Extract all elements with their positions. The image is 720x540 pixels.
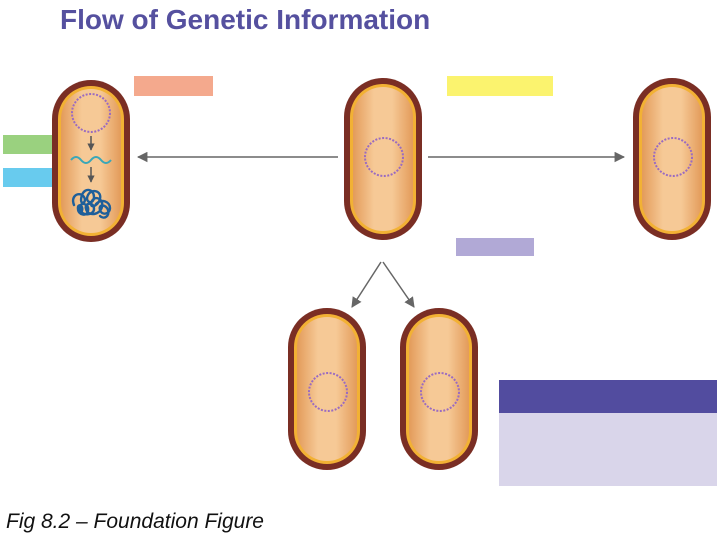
info-panel-body [499,413,717,486]
cell-daughter-left [288,308,366,470]
cell-center [344,78,422,240]
cell-right [633,78,711,240]
label-box-salmon [134,76,213,96]
cell-expression [52,80,130,242]
arrow-division-right [383,262,414,307]
figure-caption: Fig 8.2 – Foundation Figure [6,510,264,533]
info-panel-header [499,380,717,413]
label-box-lavender [456,238,534,256]
label-box-yellow [447,76,553,96]
arrow-division-left [352,262,381,307]
cell-daughter-right [400,308,478,470]
page-title: Flow of Genetic Information [60,4,431,35]
